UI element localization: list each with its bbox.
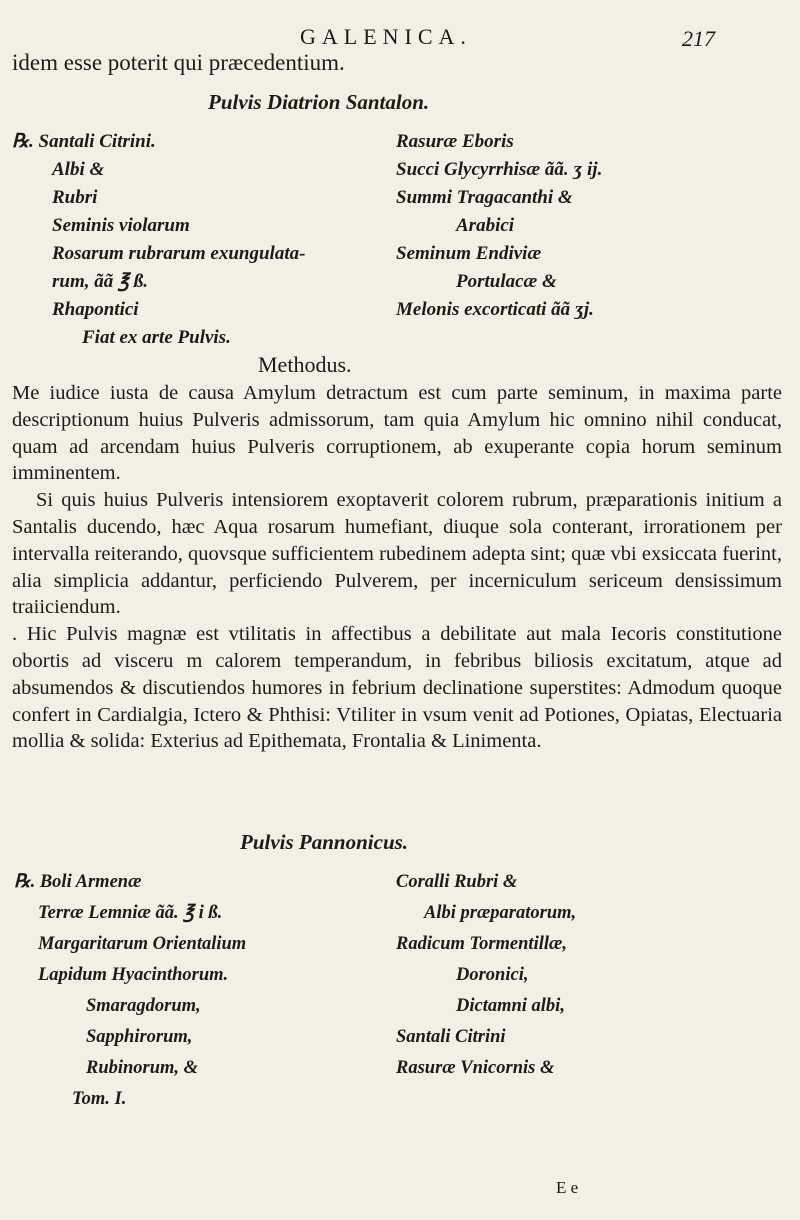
ingredient-line: Rosarum rubrarum exungulata- — [52, 243, 306, 264]
ingredient-line: Seminis violarum — [52, 215, 190, 236]
recipe1-left-column — [12, 128, 305, 352]
ingredient-line: ℞. Santali Citrini. — [12, 131, 156, 152]
recipe1-title: Pulvis Diatrion Santalon. — [208, 90, 430, 114]
paragraph: . Hic Pulvis magnæ est vtilitatis in affectibus a debilitate aut mala Iecoris constitutione obortis ad visceru m calorem temperandum, in febribus biliosis excitatum, atque ad absumendos & discutiendos humores in febrium declinatione superstites: Admodum quoque confert in Cardialgia, Ictero & Phthisi: Vtiliter in vsum venit ad Potiones, Opiatas, Electuaria mollia & solida: Exterius ad Epithemata, Frontalia & Linimenta. — [12, 623, 782, 753]
commentary — [12, 380, 782, 755]
paragraph: Si quis huius Pulveris intensiorem exoptaverit colorem rubrum, præparationis initium a Santalis ducendo, hæc Aqua rosarum humefiant, diuque sola conterant, irrorationem per intervalla reiterando, quovsque sufficientem rubedinem adepta sint; quæ vbi exsiccata fuerint, alia simplicia addantur, perficiendo Pulverem, per incerniculum sericeum densissimum traiiciendum. — [12, 489, 782, 619]
ingredient-line: Summi Tragacanthi & — [396, 187, 573, 208]
ingredient-line: Radicum Tormentillæ, — [396, 934, 567, 954]
ingredient-line: Succi Glycyrrhisæ ãã. ʒ ij. — [396, 159, 603, 180]
recipe1-right-column — [396, 128, 602, 324]
ingredient-line: Rasuræ Eboris — [396, 131, 514, 152]
ingredient-line: Rhapontici — [52, 299, 139, 320]
ingredient-line: Terræ Lemniæ ãã. ℥ i ß. — [38, 903, 223, 923]
ingredient-line: Smaragdorum, — [86, 996, 201, 1016]
ingredient-line: Arabici — [456, 215, 515, 236]
paragraph: Me iudice iusta de causa Amylum detractum est cum parte seminum, in maxima parte descriptionum huius Pulveris admissorum, tam quia Amylum hic omnino nihil conducat, quam ad arcendam huius Pulveris corruptionem, ab exuperante copia horum seminum imminentem. — [12, 382, 782, 485]
ingredient-line: Portulacæ & — [456, 271, 557, 292]
ingredient-line: Rubinorum, & — [86, 1058, 199, 1078]
recipe2-title: Pulvis Pannonicus. — [240, 830, 409, 854]
ingredient-line: Lapidum Hyacinthorum. — [38, 965, 229, 985]
recipe2-left-column — [14, 867, 246, 1115]
ingredient-line: Rasuræ Vnicornis & — [396, 1058, 555, 1078]
ingredient-line: Albi & — [52, 159, 105, 180]
catchword: E e — [556, 1178, 579, 1197]
ingredient-line: Margaritarum Orientalium — [38, 934, 247, 954]
ingredient-line: Sapphirorum, — [86, 1027, 193, 1047]
ingredient-line: Doronici, — [456, 965, 529, 985]
recipe2-right-column — [396, 867, 576, 1084]
running-title: GALENICA. — [300, 24, 472, 49]
ingredient-line: Rubri — [52, 187, 98, 208]
ingredient-line: Dictamni albi, — [456, 996, 565, 1016]
page-number: 217 — [682, 26, 715, 51]
ingredient-line: Albi præparatorum, — [424, 903, 577, 923]
carryover-line: idem esse poterit qui præcedentium. — [12, 50, 345, 75]
ingredient-line: rum, ãã ℥ ß. — [52, 271, 148, 292]
methodus-heading: Methodus. — [258, 352, 352, 377]
ingredient-line: Coralli Rubri & — [396, 872, 518, 892]
ingredient-line: Seminum Endiviæ — [396, 243, 542, 264]
ingredient-line: ℞. Boli Armenæ — [14, 872, 142, 892]
instruction-line: Fiat ex arte Pulvis. — [82, 327, 231, 348]
ingredient-line: Melonis excorticati ãã ʒj. — [396, 299, 594, 320]
ingredient-line: Santali Citrini — [396, 1027, 506, 1047]
signature-mark: Tom. I. — [72, 1089, 127, 1109]
